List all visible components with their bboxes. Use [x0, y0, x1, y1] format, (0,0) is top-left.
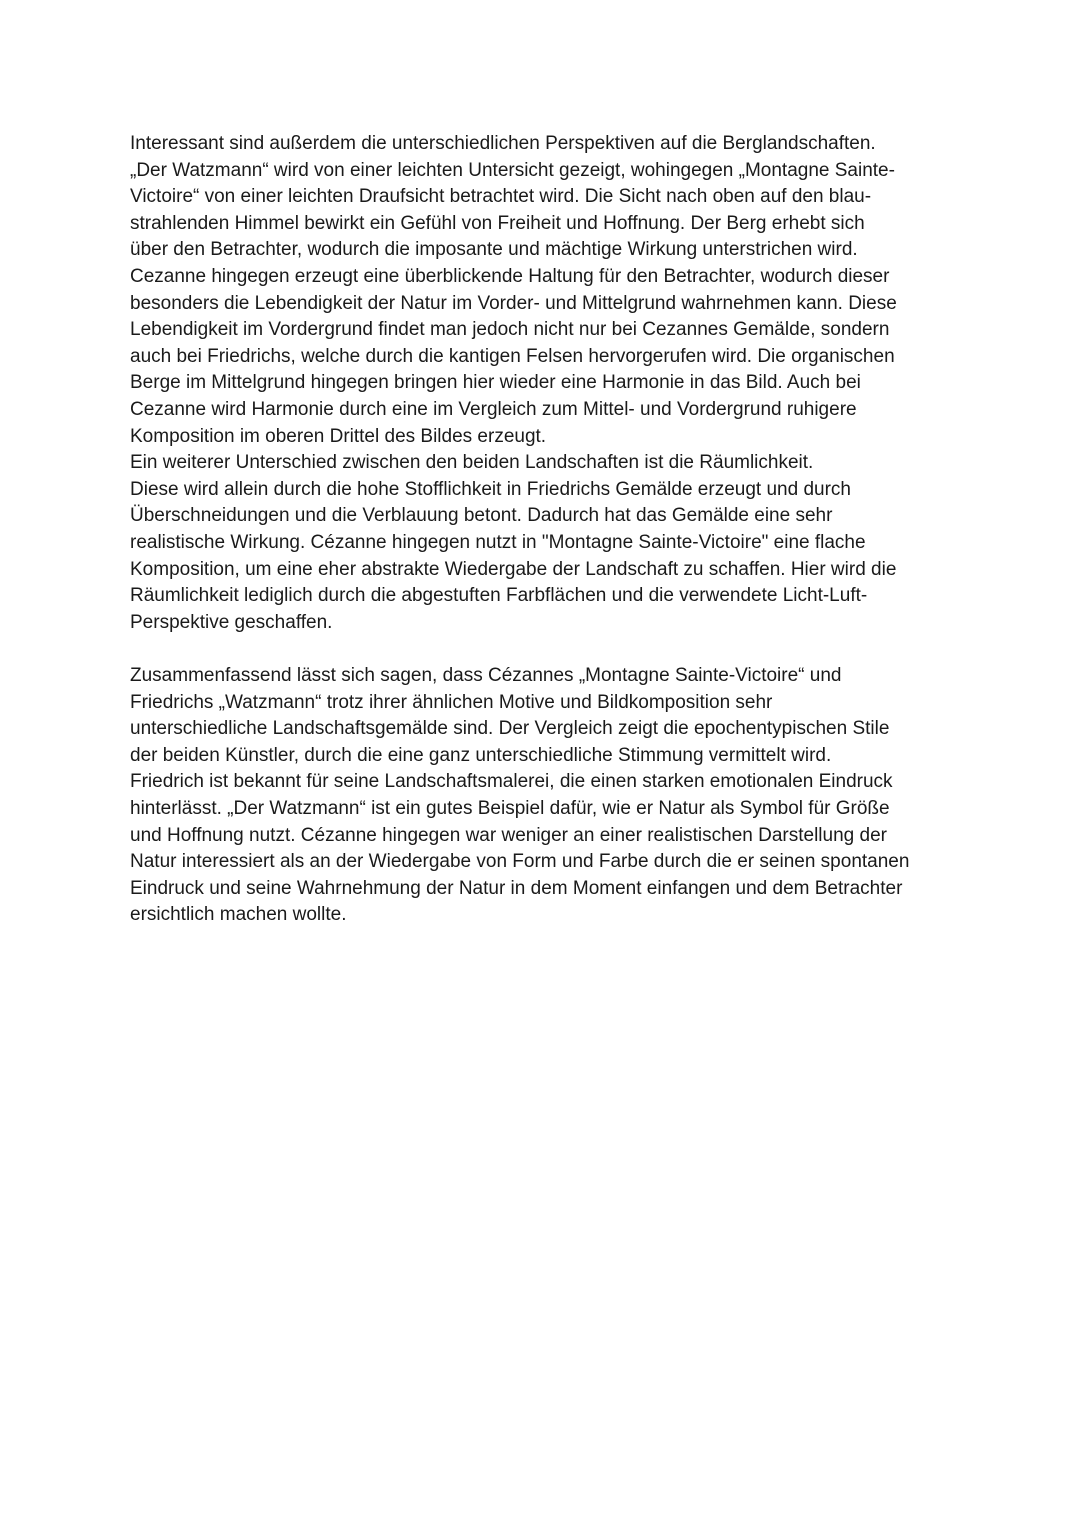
- text-line: Diese wird allein durch die hohe Stofflichkeit in Friedrichs Gemälde erzeugt und durch: [130, 478, 851, 500]
- text-line: Cezanne hingegen erzeugt eine überblickende Haltung für den Betrachter, wodurch dieser: [130, 265, 890, 287]
- text-line: Interessant sind außerdem die unterschiedlichen Perspektiven auf die Berglandschaften.: [130, 133, 876, 154]
- text-line: der beiden Künstler, durch die eine ganz unterschiedliche Stimmung vermittelt wird.: [130, 744, 832, 766]
- text-line: Eindruck und seine Wahrnehmung der Natur in dem Moment einfangen und dem Betrachter: [130, 877, 903, 899]
- text-line: Komposition, um eine eher abstrakte Wiedergabe der Landschaft zu schaffen. Hier wird die: [130, 558, 897, 580]
- text-line: Victoire“ von einer leichten Draufsicht betrachtet wird. Die Sicht nach oben auf den blau-: [130, 186, 872, 208]
- text-line: „Der Watzmann“ wird von einer leichten Untersicht gezeigt, wohingegen „Montagne Sainte-: [130, 159, 895, 181]
- text-line: Ein weiterer Unterschied zwischen den beiden Landschaften ist die Räumlichkeit.: [130, 452, 814, 474]
- text-line: und Hoffnung nutzt. Cézanne hingegen war weniger an einer realistischen Darstellung der: [130, 824, 887, 846]
- text-line: strahlenden Himmel bewirkt ein Gefühl von Freiheit und Hoffnung. Der Berg erhebt sich: [130, 212, 865, 234]
- text-line: realistische Wirkung. Cézanne hingegen nutzt in "Montagne Sainte-Victoire" eine flache: [130, 531, 866, 553]
- text-line: über den Betrachter, wodurch die imposante und mächtige Wirkung unterstrichen wird.: [130, 239, 858, 261]
- text-line: auch bei Friedrichs, welche durch die kantigen Felsen hervorgerufen wird. Die organischen: [130, 345, 895, 367]
- text-line: Perspektive geschaffen.: [130, 611, 333, 633]
- text-line: Cezanne wird Harmonie durch eine im Vergleich zum Mittel- und Vordergrund ruhigere: [130, 398, 857, 420]
- text-line: besonders die Lebendigkeit der Natur im Vorder- und Mittelgrund wahrnehmen kann. Diese: [130, 292, 897, 314]
- text-line: Berge im Mittelgrund hingegen bringen hier wieder eine Harmonie in das Bild. Auch bei: [130, 372, 861, 394]
- text-line: ersichtlich machen wollte.: [130, 904, 347, 926]
- text-line: Natur interessiert als an der Wiedergabe von Form und Farbe durch die er seinen spontanen: [130, 851, 910, 873]
- text-line: Friedrichs „Watzmann“ trotz ihrer ähnlichen Motive und Bildkomposition sehr: [130, 691, 773, 713]
- paragraph-zusammenfassung: [130, 663, 970, 929]
- text-line: Friedrich ist bekannt für seine Landschaftsmalerei, die einen starken emotionalen Eindruck: [130, 771, 893, 793]
- text-line: Komposition im oberen Drittel des Bildes erzeugt.: [130, 425, 547, 447]
- text-line: Räumlichkeit lediglich durch die abgestuften Farbflächen und die verwendete Licht-Luft-: [130, 585, 868, 607]
- paragraph-perspektiven: [130, 131, 970, 636]
- text-line: Zusammenfassend lässt sich sagen, dass Cézannes „Montagne Sainte-Victoire“ und: [130, 665, 842, 686]
- text-line: unterschiedliche Landschaftsgemälde sind. Der Vergleich zeigt die epochentypischen Stile: [130, 718, 890, 740]
- text-line: Überschneidungen und die Verblauung betont. Dadurch hat das Gemälde eine sehr: [130, 505, 833, 527]
- text-line: Lebendigkeit im Vordergrund findet man jedoch nicht nur bei Cezannes Gemälde, sondern: [130, 319, 890, 341]
- text-line: hinterlässt. „Der Watzmann“ ist ein gutes Beispiel dafür, wie er Natur als Symbol für Größe: [130, 797, 890, 819]
